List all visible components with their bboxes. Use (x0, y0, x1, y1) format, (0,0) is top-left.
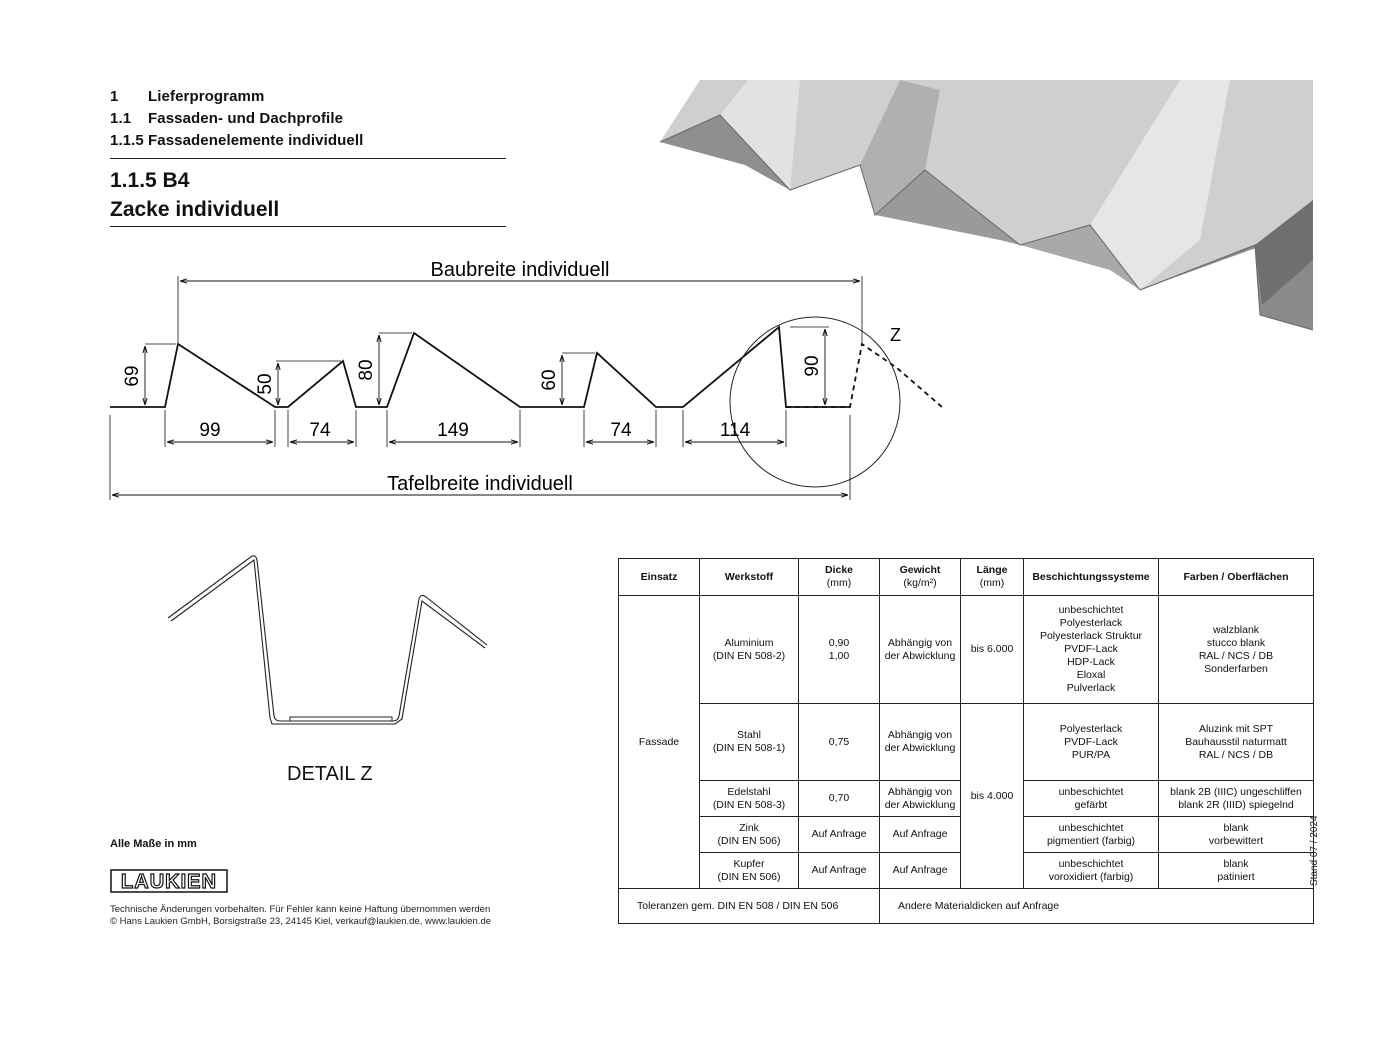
detail-label: DETAIL Z (287, 763, 373, 785)
tafelbreite-label: Tafelbreite individuell (387, 473, 573, 495)
table-row (619, 704, 1314, 781)
breadcrumb-number: 1 (110, 88, 119, 105)
column-header: Beschichtungssysteme (1024, 559, 1159, 596)
table-row (619, 596, 1314, 704)
table-cell: bis 6.000 (961, 596, 1024, 704)
table-cell: Stahl (DIN EN 508-1) (700, 704, 799, 781)
width-label: 149 (437, 420, 469, 441)
table-cell: Abhängig von der Abwicklung (880, 596, 961, 704)
table-cell: blank 2B (IIIC) ungeschliffen blank 2R (IIID) spiegelnd (1159, 781, 1314, 817)
table-cell: unbeschichtet pigmentiert (farbig) (1024, 817, 1159, 853)
table-cell: bis 4.000 (961, 704, 1024, 889)
einsatz-cell: Fassade (619, 596, 700, 889)
breadcrumb-label: Lieferprogramm (148, 88, 265, 105)
table-cell: Kupfer (DIN EN 506) (700, 853, 799, 889)
detail-marker: Z (890, 325, 901, 345)
footer (110, 904, 491, 928)
stand-date: Stand 07 / 2024 (1309, 815, 1320, 886)
height-label: 69 (122, 365, 143, 387)
spec-table (618, 558, 1314, 924)
column-header: Länge (mm) (961, 559, 1024, 596)
company-logo (110, 869, 228, 898)
baubreite-label: Baubreite individuell (430, 259, 610, 281)
table-cell: Auf Anfrage (799, 817, 880, 853)
column-header: Dicke (mm) (799, 559, 880, 596)
logo-mark (110, 869, 228, 893)
breadcrumb-number: 1.1.5 (110, 132, 144, 149)
height-label: 80 (356, 359, 377, 381)
table-cell: 0,90 1,00 (799, 596, 880, 704)
table-cell: Auf Anfrage (880, 853, 961, 889)
title-name: Zacke individuell (110, 198, 280, 221)
table-cell: 0,70 (799, 781, 880, 817)
table-cell: unbeschichtet gefärbt (1024, 781, 1159, 817)
footer-disclaimer: Technische Änderungen vorbehalten. Für Fehler kann keine Haftung übernommen werden (110, 904, 491, 915)
table-footer-note: Toleranzen gem. DIN EN 508 / DIN EN 506 (619, 889, 880, 924)
table-cell: Edelstahl (DIN EN 508-3) (700, 781, 799, 817)
column-header: Gewicht (kg/m²) (880, 559, 961, 596)
height-label: 50 (255, 373, 276, 395)
table-cell: 0,75 (799, 704, 880, 781)
detail-circle (730, 317, 900, 487)
column-header: Farben / Oberflächen (1159, 559, 1314, 596)
table-cell: Aluminium (DIN EN 508-2) (700, 596, 799, 704)
table-cell: Abhängig von der Abwicklung (880, 704, 961, 781)
profile-section (110, 259, 942, 500)
logo-text: LAUKIEN (121, 871, 217, 893)
height-label: 90 (802, 355, 823, 377)
width-label: 114 (719, 420, 751, 441)
table-cell: walzblank stucco blank RAL / NCS / DB Sonderfarben (1159, 596, 1314, 704)
table-cell: unbeschichtet voroxidiert (farbig) (1024, 853, 1159, 889)
table-cell: unbeschichtet Polyesterlack Polyesterlack Struktur PVDF-Lack HDP-Lack Eloxal Pulverlack (1024, 596, 1159, 704)
units-note: Alle Maße in mm (110, 838, 197, 850)
footer-address: © Hans Laukien GmbH, Borsigstraße 23, 24145 Kiel, verkauf@laukien.de, www.laukien.de (110, 916, 492, 927)
table-cell: blank vorbewittert (1159, 817, 1314, 853)
table-cell: blank patiniert (1159, 853, 1314, 889)
table-cell: Auf Anfrage (799, 853, 880, 889)
width-label: 99 (199, 420, 221, 441)
height-label: 60 (539, 369, 560, 391)
table-footer-row (619, 889, 1314, 924)
breadcrumb-label: Fassadenelemente individuell (148, 132, 364, 149)
column-header: Werkstoff (700, 559, 799, 596)
profile-render (660, 80, 1313, 330)
width-label: 74 (309, 420, 331, 441)
table-cell: Abhängig von der Abwicklung (880, 781, 961, 817)
breadcrumb-number: 1.1 (110, 110, 132, 127)
table-cell: Aluzink mit SPT Bauhausstil naturmatt RAL / NCS / DB (1159, 704, 1314, 781)
breadcrumb-label: Fassaden- und Dachprofile (148, 110, 344, 127)
table-cell: Zink (DIN EN 506) (700, 817, 799, 853)
width-label: 74 (610, 420, 632, 441)
title-code: 1.1.5 B4 (110, 169, 190, 192)
table-header-row (619, 559, 1314, 596)
column-header: Einsatz (619, 559, 700, 596)
table-cell: Polyesterlack PVDF-Lack PUR/PA (1024, 704, 1159, 781)
table-cell: Auf Anfrage (880, 817, 961, 853)
table-footer-note: Andere Materialdicken auf Anfrage (880, 889, 1314, 924)
detail-z-drawing (168, 556, 487, 724)
